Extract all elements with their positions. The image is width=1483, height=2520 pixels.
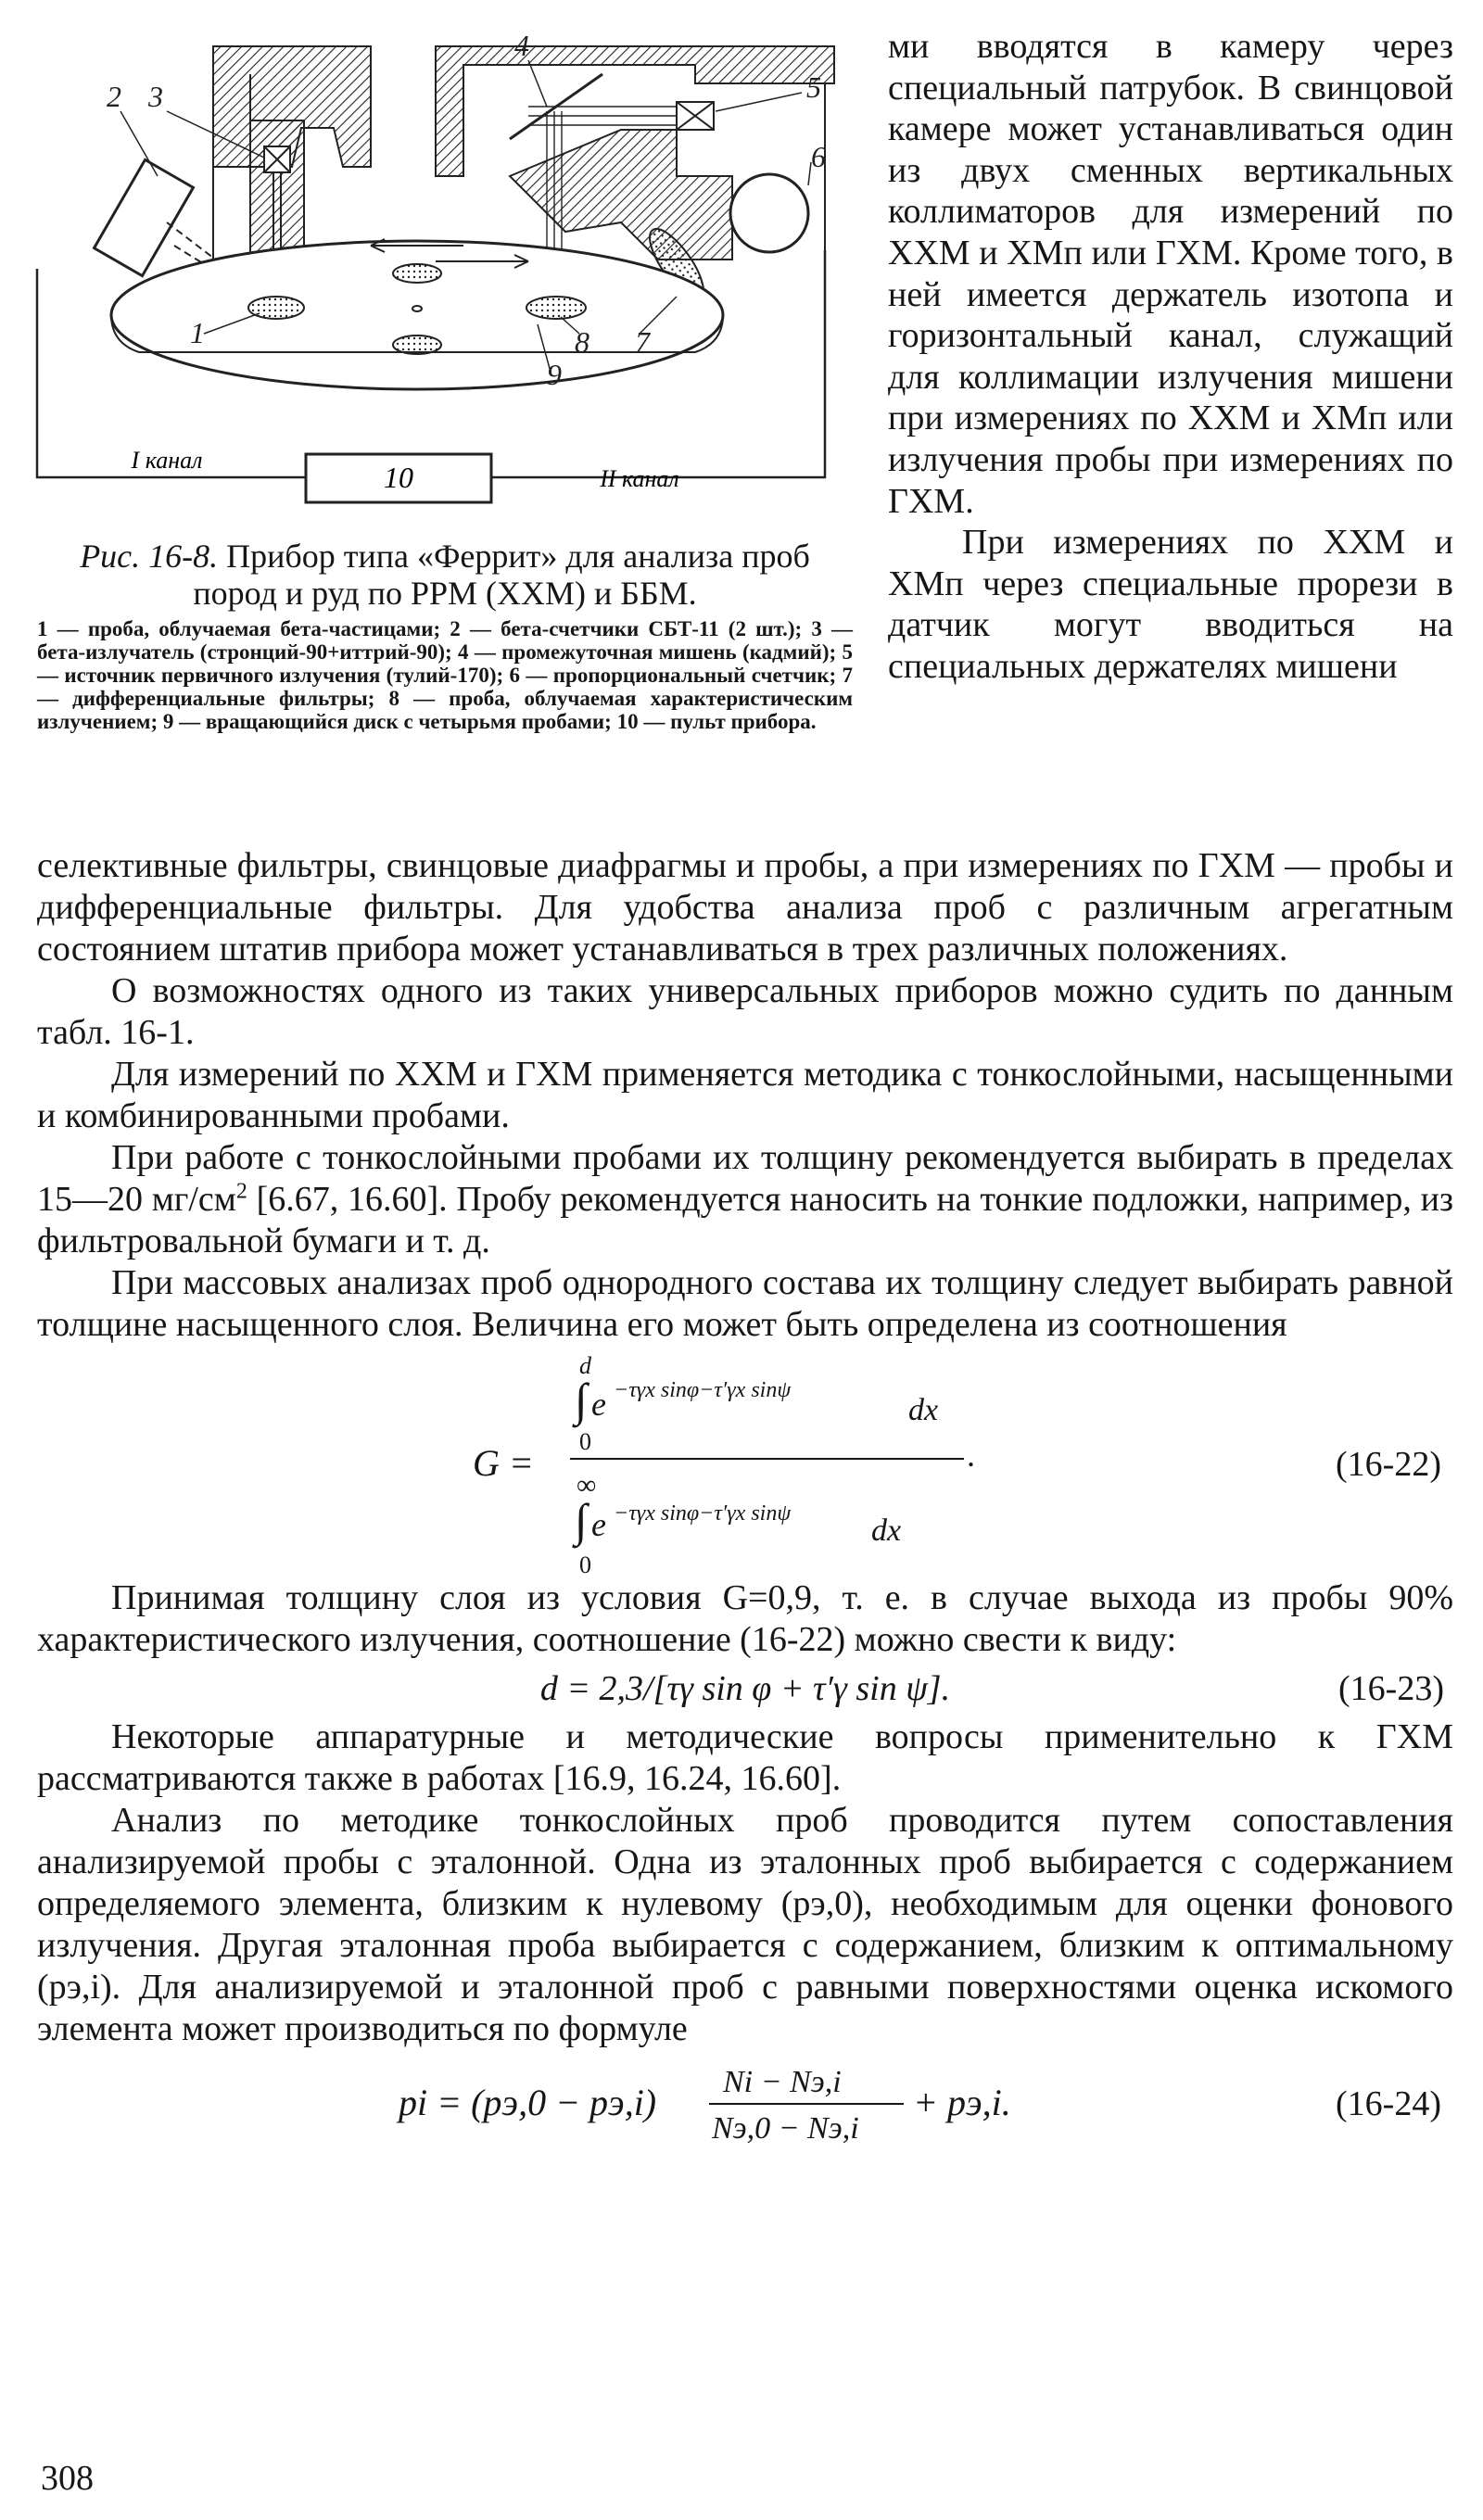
formula-16-23 — [37, 1661, 1453, 1716]
formula-16-22 — [37, 1346, 1453, 1577]
paragraph — [37, 1137, 1453, 1262]
paragraph: При измерениях по ХХМ и ХМп через специальные прорези в датчик могут вводиться на специальных держателях мишени — [888, 523, 1453, 686]
right-column — [888, 26, 1453, 688]
int-upper: ∞ — [577, 1470, 597, 1501]
formula-rhs: + pэ,i. — [913, 2082, 1011, 2123]
console-label: 10 — [384, 461, 413, 494]
formula-16-24 — [37, 2050, 1453, 2152]
label-7: 7 — [635, 325, 650, 359]
paragraph: О возможностях одного из таких универсальных приборов можно судить по данным табл. 16-1. — [37, 971, 1453, 1052]
exp-base: e — [591, 1506, 606, 1543]
int-upper: d — [579, 1352, 591, 1379]
formula-16-22-graphic — [37, 1346, 1453, 1577]
formula-text: d = 2,3/[τγ sin φ + τ′γ sin ψ]. — [539, 1669, 951, 1708]
label-5: 5 — [806, 70, 821, 104]
paragraph: Принимая толщину слоя из условия G=0,9, т. е. в случае выхода из пробы 90% характеристического излучения, соотношение (16-22) можно свести к виду: — [37, 1578, 1453, 1659]
beta-counters — [95, 159, 194, 275]
formula-lhs: pi = (pэ,0 − pэ,i) — [399, 2082, 657, 2123]
paragraph: ми вводятся в камеру через специальный патрубок. В свинцовой камере может устанавливаться один из двух сменных вертикальных коллиматоров для измерений по ХХМ и ХМп или ГХМ. Кроме того, в ней имеется держатель изотопа и горизонтальный канал, служащий для коллимации излучения мишени при измерениях по ХХМ и ХМп или излучения пробы при измерениях по ГХМ. — [888, 27, 1453, 521]
exp-power: −τγx sinφ−τ′γx sinψ — [614, 1378, 792, 1402]
integral-sign: ∫ — [575, 1494, 588, 1546]
label-9: 9 — [547, 358, 562, 391]
label-8: 8 — [575, 325, 589, 359]
text: При работе с тонкослойными пробами их толщину рекомендуется выбирать в пределах 15—20 мг/см — [37, 1138, 1453, 1219]
equation-number: (16-24) — [1336, 2084, 1441, 2123]
paragraph: Некоторые аппаратурные и методические вопросы применительно к ГХМ рассматриваются также в работах [16.9, 16.24, 16.60]. — [37, 1717, 1453, 1798]
superscript: 2 — [235, 1179, 247, 1204]
paragraph: Для измерений по ХХМ и ГХМ применяется методика с тонкослойными, насыщенными и комбинированными пробами. — [37, 1055, 1453, 1135]
integral-sign: ∫ — [575, 1374, 588, 1425]
channel-2-label: II канал — [600, 465, 679, 492]
label-1: 1 — [190, 316, 205, 349]
channel-1-label: I канал — [131, 447, 203, 474]
sample-1 — [248, 297, 304, 319]
label-4: 4 — [514, 29, 529, 62]
paragraph: При массовых анализах проб однородного состава их толщину следует выбирать равной толщине насыщенного слоя. Величина его может быть определена из соотношения — [37, 1263, 1453, 1344]
int-lower: 0 — [579, 1551, 591, 1577]
caption-title — [37, 538, 853, 612]
lead-chamber-right — [510, 130, 732, 260]
equation-number: (16-23) — [1338, 1669, 1444, 1708]
equation-number: (16-22) — [1336, 1445, 1441, 1484]
caption-legend: 1 — проба, облучаемая бета-частицами; 2 — бета-счетчики СБТ-11 (2 шт.); 3 — бета-излучатель (стронций-90+иттрий-90); 4 — промежуточная мишень (кадмий); 5 — источник первичного излучения (тулий-170); 6 — пропорциональный счетчик; 7 — дифференциальные фильтры; 8 — проба, облучаемая характеристическим излучением; 9 — вращающийся диск с четырьмя пробами; 10 — пульт прибора. — [37, 617, 853, 733]
paragraph: селективные фильтры, свинцовые диафрагмы и пробы, а при измерениях по ГХМ — пробы и дифференциальные фильтры. Для удобства анализа проб с различным агрегатным состоянием штатив прибора может устанавливаться в трех различных положениях. — [37, 846, 1453, 969]
fraction-denominator: Nэ,0 − Nэ,i — [712, 2111, 859, 2146]
exp-power: −τγx sinφ−τ′γx sinψ — [614, 1501, 792, 1526]
label-2: 2 — [107, 80, 121, 113]
device-diagram — [28, 19, 862, 519]
label-3: 3 — [148, 80, 163, 113]
main-text — [37, 845, 1453, 2152]
proportional-counter — [730, 174, 808, 252]
fraction-numerator: Ni − Nэ,i — [723, 2065, 842, 2099]
figure-caption — [37, 538, 853, 733]
period: . — [967, 1437, 975, 1474]
paragraph: Анализ по методике тонкослойных проб проводится путем сопоставления анализируемой пробы с эталонной. Одна из эталонных проб выбирается с содержанием определяемого элемента, близким к нулевому (pэ,0), необходимым для оценки фонового излучения. Другая эталонная проба выбирается с содержанием, близким к оптимальному (pэ,i). Для анализируемой и эталонной проб с равными поверхностями оценка искомого элемента может производиться по формуле — [37, 1801, 1453, 2048]
page-number: 308 — [41, 2459, 94, 2498]
int-lower: 0 — [579, 1428, 591, 1455]
formula-16-24-graphic — [37, 2050, 1453, 2152]
formula-lhs: G = — [473, 1442, 534, 1484]
text: [6.67, 16.60]. Пробу рекомендуется наносить на тонкие подложки, например, из фильтровальной бумаги и т. д. — [37, 1180, 1454, 1260]
dx: dx — [908, 1393, 939, 1427]
exp-base: e — [591, 1386, 606, 1423]
label-6: 6 — [811, 140, 826, 173]
caption-label: Рис. 16-8. — [80, 538, 219, 575]
sample-8 — [526, 297, 586, 319]
caption-text: Прибор типа «Феррит» для анализа проб пород и руд по РРМ (ХХМ) и ББМ. — [193, 538, 810, 612]
beta-emitter-housing — [250, 120, 304, 260]
dx: dx — [871, 1513, 902, 1548]
